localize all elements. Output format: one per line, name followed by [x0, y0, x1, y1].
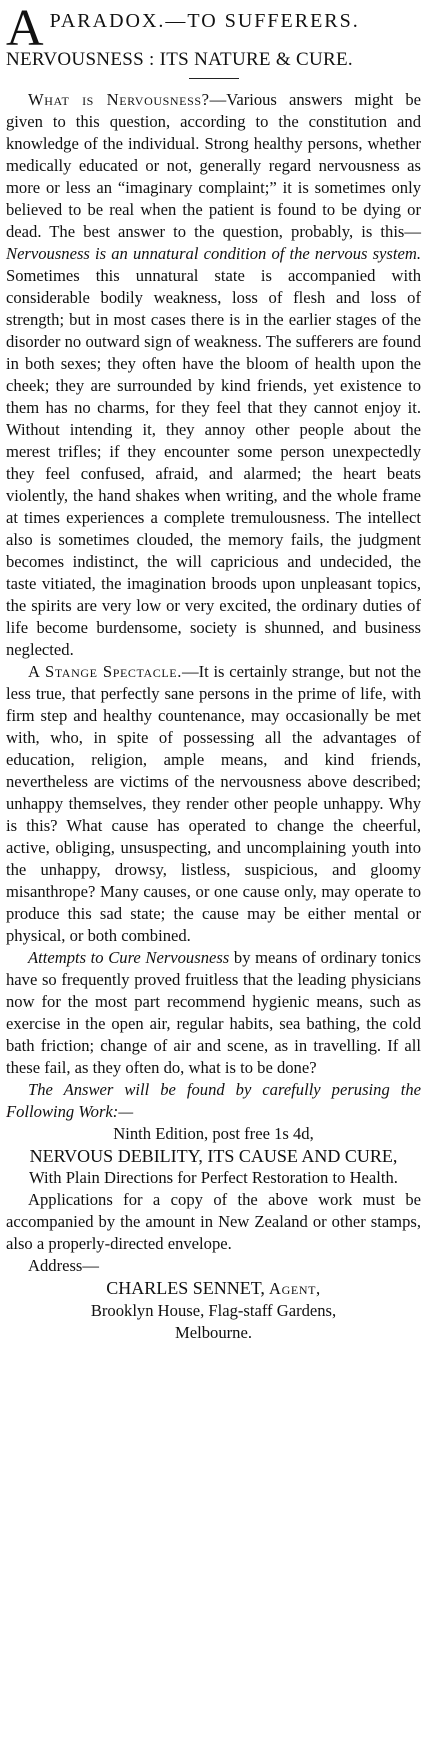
address-line-2: Melbourne.: [175, 1323, 252, 1342]
headline-subtitle: NERVOUSNESS : ITS NATURE & CURE.: [6, 49, 353, 70]
address-label: Address—: [28, 1256, 99, 1275]
agent-role: Agent,: [269, 1279, 321, 1298]
headline: [6, 0, 421, 57]
paragraph-applications: [6, 1189, 421, 1255]
paragraph-strange-spectacle: [6, 661, 421, 947]
lead-in-strange-spectacle: A Stange Spectacle.: [28, 662, 182, 681]
book-subtitle: With Plain Directions for Perfect Restoration to Health.: [29, 1168, 398, 1187]
edition-line: Ninth Edition, post free 1s 4d,: [113, 1124, 314, 1143]
paragraph-5-text: Applications for a copy of the above work must be accompanied by the amount in New Zealand or other stamps, also a properly-directed envelope.: [6, 1190, 421, 1253]
drop-cap: A: [6, 0, 44, 57]
book-title: NERVOUS DEBILITY, ITS CAUSE AND CURE,: [29, 1146, 398, 1166]
paragraph-answer: [6, 1079, 421, 1123]
paragraph-attempts-to-cure: [6, 947, 421, 1079]
agent-name: CHARLES SENNET,: [106, 1278, 265, 1298]
address-line-1: Brooklyn House, Flag-staff Gardens,: [90, 1301, 337, 1320]
address-name-line: [6, 1277, 421, 1300]
paragraph-2-text: —It is certainly strange, but not the less true, that perfectly sane persons in the prime of life, with firm step and healthy countenance, may occasionally be met with, who, in spite of possessing all the advantages of education, religion, ample means, and kind friends, nevertheless are victims of the nervousness above described; unhappy themselves, they render other people unhappy. Why is this? What cause has operated to change the cheerful, active, obliging, unsuspecting, and uncomplaining youth into the unhappy, drowsy, listless, suspicious, and gloomy misanthrope? Many causes, or one cause only, may operate to produce this sad state; the cause may be either mental or physical, or both combined.: [6, 662, 422, 945]
paragraph-4-italic: The Answer will be found by carefully perusing the Following Work:—: [6, 1080, 421, 1121]
paragraph-1-italic: Nervousness is an unnatural condition of the nervous system.: [6, 244, 421, 263]
headline-title: PARADOX.—TO SUFFERERS.: [49, 10, 360, 32]
lead-in-what-is-nervousness: What is Nervousness?: [28, 90, 210, 109]
paragraph-1-text-b: Sometimes this unnatural state is accompanied with considerable bodily weakness, loss of flesh and loss of strength; but in most cases there is in the earlier stages of the disorder no outward sign of weakness. The sufferers are found in both sexes; they often have the bloom of health upon the cheek; they are surrounded by kind friends, yet existence to them has no charms, for they feel that they cannot enjoy it. Without intending it, they annoy other people about the merest trifles; if they encounter some person unexpectedly they feel confused, afraid, and alarmed; the heart beats violently, the hand shakes when writing, and the whole frame at times experiences a complete tremulousness. The intellect also is sometimes clouded, the memory fails, the judgment becomes indistinct, the will capricious and undecided, the taste vitiated, the imagination broods upon unpleasant topics, the spirits are very low or very excited, the ordinary duties of life become burdensome, society is shunned, and business neglected.: [6, 266, 421, 659]
paragraph-3-italic: Attempts to Cure Nervousness: [28, 948, 230, 967]
divider-rule: [189, 78, 239, 79]
paragraph-what-is-nervousness: [6, 89, 421, 661]
paragraph-3-text: by means of ordinary tonics have so frequently proved fruitless that the leading physicians now for the most part recommend hygienic means, such as exercise in the open air, regular habits, sea bathing, the cold bath friction; change of air and scene, as in travelling. If all these fail, as they often do, what is to be done?: [6, 948, 421, 1077]
paragraph-1-text-a: —Various answers might be given to this question, according to the constitution and knowledge of the individual. Strong healthy persons, whether medically educated or not, generally regard nervousness as more or less an “imaginary complaint;” it is sometimes only believed to be real when the patient is found to be dying or dead. The best answer to the question, probably, is this—: [6, 90, 421, 241]
